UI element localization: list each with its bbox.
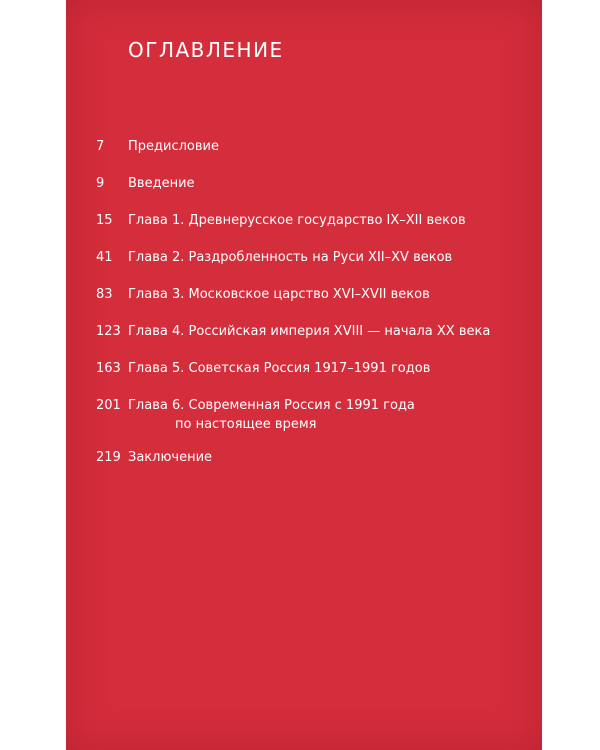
toc-entry-label: Глава 5. Советская Россия 1917–1991 годов — [128, 361, 431, 376]
table-of-contents — [96, 137, 536, 485]
toc-page-number: 163 — [96, 361, 121, 376]
toc-page-number: 41 — [96, 250, 113, 265]
toc-page-number: 123 — [96, 324, 121, 339]
toc-entry-label: Глава 1. Древнерусское государство IX–XII веков — [128, 213, 466, 228]
toc-title: ОГЛАВЛЕНИЕ — [128, 38, 284, 62]
toc-entry-label: Глава 3. Московское царство XVI–XVII веков — [128, 287, 430, 302]
toc-entry-label-block — [128, 396, 536, 434]
toc-entry-chapter-1 — [96, 211, 536, 230]
toc-entry-label: Глава 4. Российская империя XVIII — начала XX века — [128, 324, 491, 339]
toc-page-number: 9 — [96, 176, 105, 191]
toc-entry-label: Введение — [128, 176, 195, 191]
toc-entry-introduction — [96, 174, 536, 193]
toc-entry-chapter-3 — [96, 285, 536, 304]
toc-entry-label-continuation: по настоящее время — [175, 417, 317, 432]
toc-entry-conclusion — [96, 448, 536, 467]
toc-page-number: 7 — [96, 139, 105, 154]
toc-entry-label: Глава 2. Раздробленность на Руси XII–XV веков — [128, 250, 453, 265]
toc-entry-preface — [96, 137, 536, 156]
toc-page-number: 219 — [96, 450, 121, 465]
toc-page-number: 201 — [96, 398, 121, 413]
book-page — [66, 0, 542, 750]
toc-entry-chapter-6 — [96, 396, 536, 434]
toc-page-number: 15 — [96, 213, 113, 228]
toc-entry-chapter-5 — [96, 359, 536, 378]
toc-page-number: 83 — [96, 287, 113, 302]
toc-entry-label: Глава 6. Современная Россия с 1991 года — [128, 398, 415, 413]
toc-entry-chapter-4 — [96, 322, 536, 341]
toc-entry-chapter-2 — [96, 248, 536, 267]
toc-entry-label: Предисловие — [128, 139, 219, 154]
toc-entry-label: Заключение — [128, 450, 213, 465]
